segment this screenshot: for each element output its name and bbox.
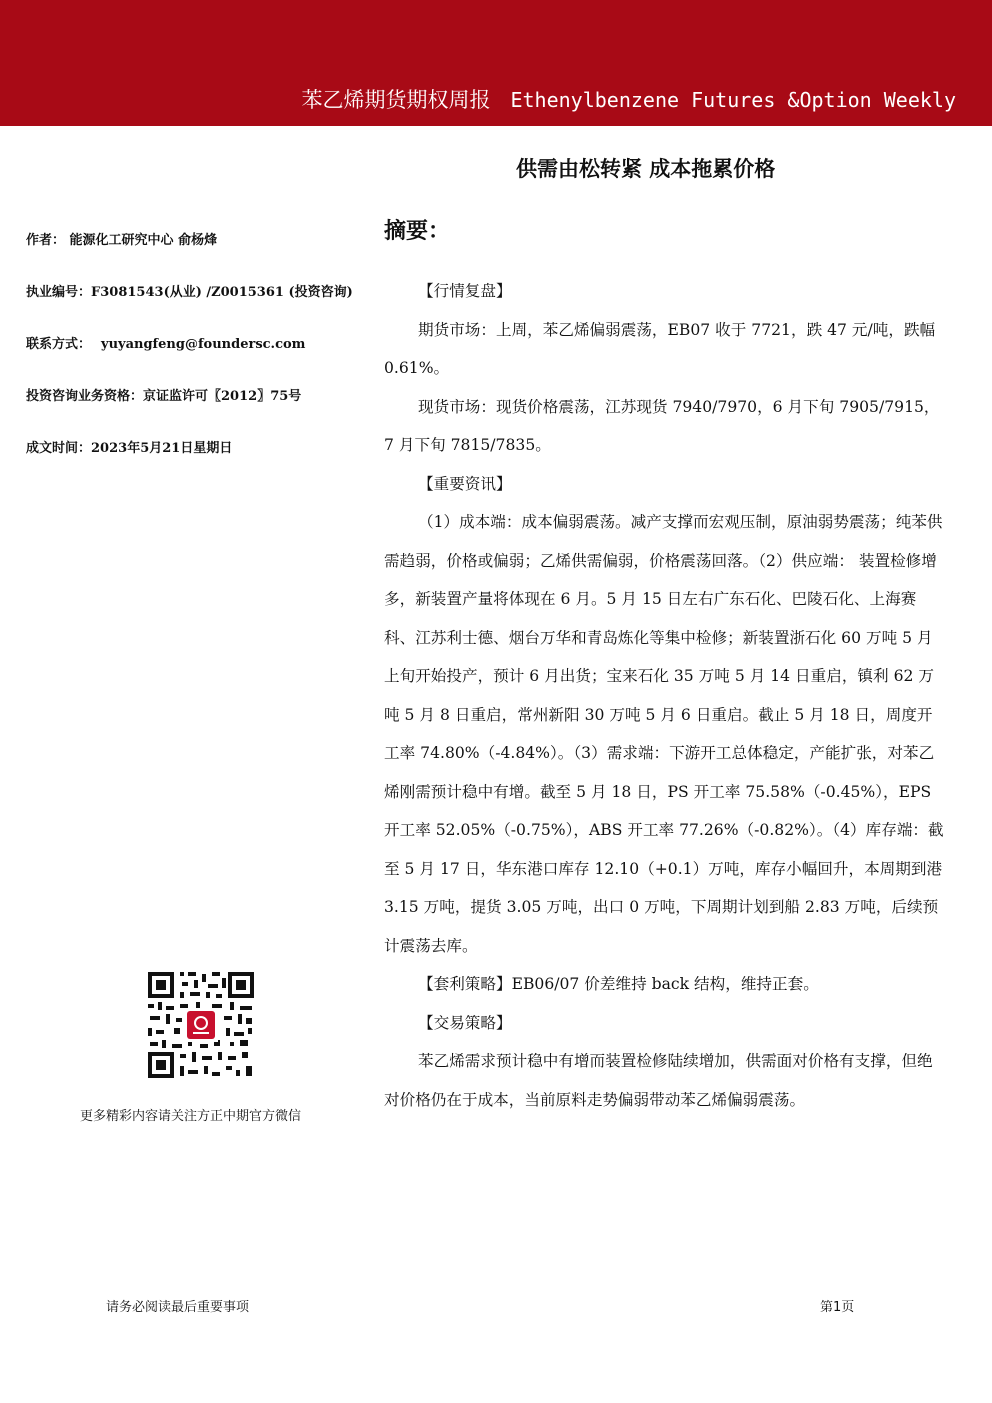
qualification-row xyxy=(26,389,366,441)
author-label: 作者： xyxy=(26,233,66,248)
date-row xyxy=(26,441,366,493)
license-value: F3081543(从业) /Z0015361 (投资咨询) xyxy=(91,285,353,300)
contact-label: 联系方式： xyxy=(26,337,92,352)
futures-paragraph: 期货市场：上周，苯乙烯偏弱震荡，EB07 收于 7721，跌 47 元/吨，跌幅 0.61%。 xyxy=(384,320,936,377)
contact-row xyxy=(26,337,366,389)
qualification-value: 京证监许可〖2012〗75号 xyxy=(143,389,302,404)
abstract-label: 摘要： xyxy=(384,219,451,244)
qr-caption: 更多精彩内容请关注方正中期官方微信 xyxy=(80,1109,302,1124)
contact-email[interactable]: yuyangfeng@foundersc.com xyxy=(101,337,306,352)
author-info xyxy=(26,233,366,493)
report-title-cn: 苯乙烯期货期权周报 xyxy=(301,88,491,112)
footer-notice: 请务必阅读最后重要事项 xyxy=(106,1300,250,1315)
author-value: 能源化工研究中心 俞杨烽 xyxy=(69,233,218,248)
date-label: 成文时间： xyxy=(26,441,92,456)
date-value: 2023年5月21日星期日 xyxy=(91,441,233,456)
news-paragraph: （1）成本端：成本偏弱震荡。减产支撑而宏观压制，原油弱势震荡；纯苯供需趋弱，价格或偏弱；乙烯供需偏弱，价格震荡回落。（2）供应端： 装置检修增多，新装置产量将体现在 6 月。5 月 15 日左右广东石化、巴陵石化、上海赛科、江苏利士德、烟台万华和青岛炼化等集中检修；新装置浙石化 60 万吨 5 月上旬开始投产，预计 6 月出货；宝来石化 35 万吨 5 月 14 日重启，镇利 62 万吨 5 月 8 日重启，常州新阳 30 万吨 5 月 6 日重启。截止 5 月 18 日，周度开工率 74.80%（-4.84%）。（3）需求端：下游开工总体稳定，产能扩张，对苯乙烯刚需预计稳中有增。截至 5 月 18 日，PS 开工率 75.58%（-0.45%），EPS 开工率 52.05%（-0.75%），ABS 开工率 77.26%（-0.82%）。（4）库存端：截至 5 月 17 日，华东港口库存 12.10（+0.1）万吨，库存小幅回升，本周期到港 3.15 万吨，提货 3.05 万吨，出口 0 万吨，下周期计划到船 2.83 万吨，后续预计震荡去库。 xyxy=(384,513,944,955)
report-title xyxy=(301,84,956,114)
qr-code-icon xyxy=(146,970,256,1080)
spot-paragraph: 现货市场：现货价格震荡，江苏现货 7940/7970，6 月下旬 7905/7915，7 月下旬 7815/7835。 xyxy=(384,397,940,454)
page-number: 第1页 xyxy=(820,1300,855,1315)
trading-paragraph: 苯乙烯需求预计稳中有增而装置检修陆续增加，供需面对价格有支撑，但绝对价格仍在于成本，当前原料走势偏弱带动苯乙烯偏弱震荡。 xyxy=(384,1052,933,1109)
review-heading: 【行情复盘】 xyxy=(418,282,512,300)
report-subtitle: 供需由松转紧 成本拖累价格 xyxy=(516,157,776,181)
license-row xyxy=(26,285,366,337)
arbitrage-paragraph: 【套利策略】EB06/07 价差维持 back 结构，维持正套。 xyxy=(418,975,819,993)
qualification-label: 投资咨询业务资格： xyxy=(26,389,144,404)
trading-heading: 【交易策略】 xyxy=(418,1013,512,1032)
license-label: 执业编号： xyxy=(26,285,92,300)
news-heading: 【重要资讯】 xyxy=(418,474,512,493)
author-row xyxy=(26,233,366,285)
report-title-en: Ethenylbenzene Futures &Option Weekly xyxy=(510,88,956,112)
abstract-body xyxy=(384,272,944,1119)
